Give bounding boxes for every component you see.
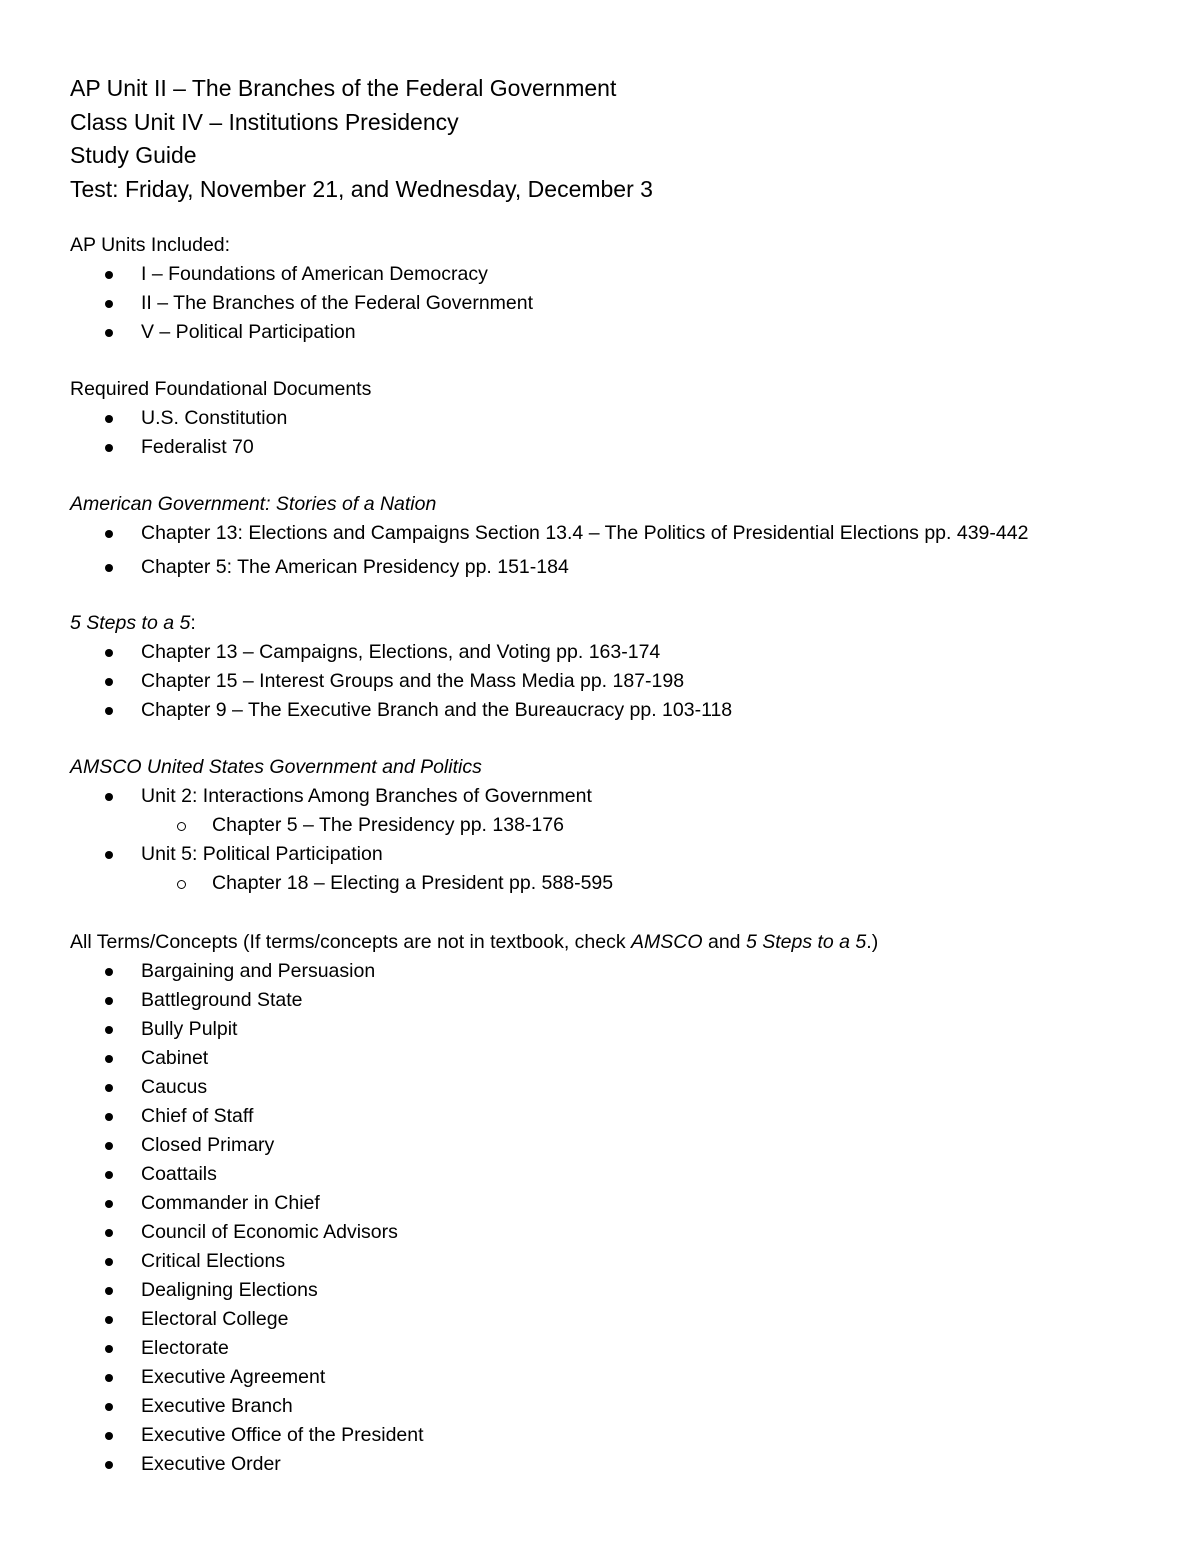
bullet-icon [105, 530, 113, 538]
list-item: U.S. Constitution [70, 404, 371, 433]
sub-list-item: Chapter 5 – The Presidency pp. 138-176 [141, 811, 613, 840]
sub-list-item: Chapter 18 – Electing a President pp. 588-595 [141, 869, 613, 898]
bullet-icon [105, 1200, 113, 1208]
bullet-icon [105, 997, 113, 1005]
list-item: Unit 2: Interactions Among Branches of Government [70, 782, 613, 811]
bullet-icon [105, 678, 113, 686]
terms-list [70, 957, 878, 1479]
terms-section [70, 928, 878, 1479]
list-item: Chapter 13: Elections and Campaigns Section 13.4 – The Politics of Presidential Elections pp. 439-442 [70, 519, 1028, 548]
guide-title: Study Guide [70, 142, 197, 168]
list-item: Federalist 70 [70, 433, 371, 462]
bullet-icon [105, 415, 113, 423]
term-list-item: Critical Elections [70, 1247, 878, 1276]
list-item: Chapter 9 – The Executive Branch and the Bureaucracy pp. 103-118 [70, 696, 732, 725]
list-item: I – Foundations of American Democracy [70, 260, 533, 289]
ap-units-section [70, 231, 533, 347]
bullet-icon [105, 1432, 113, 1440]
five-steps-section [70, 609, 732, 725]
foundational-docs-section [70, 375, 371, 462]
five-steps-heading: 5 Steps to a 5: [70, 612, 196, 634]
foundational-docs-heading: Required Foundational Documents [70, 378, 372, 400]
term-list-item: Commander in Chief [70, 1189, 878, 1218]
term-list-item: Executive Branch [70, 1392, 878, 1421]
term-list-item: Battleground State [70, 986, 878, 1015]
bullet-icon [105, 564, 113, 572]
amsco-heading: AMSCO United States Government and Politics [70, 756, 482, 778]
bullet-icon [105, 444, 113, 452]
term-list-item: Caucus [70, 1073, 878, 1102]
class-unit-title: Class Unit IV – Institutions Presidency [70, 108, 459, 135]
american-government-section [70, 490, 1028, 587]
bullet-icon [105, 1403, 113, 1411]
terms-heading: All Terms/Concepts (If terms/concepts are not in textbook, check AMSCO and 5 Steps to a 5.) [70, 931, 879, 953]
list-item: Chapter 15 – Interest Groups and the Mass Media pp. 187-198 [70, 667, 732, 696]
ap-units-heading: AP Units Included: [70, 234, 231, 256]
amsco-section [70, 753, 613, 898]
bullet-icon [105, 271, 113, 279]
bullet-icon [105, 300, 113, 308]
bullet-icon [105, 1316, 113, 1324]
term-list-item: Executive Office of the President [70, 1421, 878, 1450]
term-list-item: Bully Pulpit [70, 1015, 878, 1044]
bullet-icon [105, 1461, 113, 1469]
list-item: V – Political Participation [70, 318, 533, 347]
bullet-icon [105, 1113, 113, 1121]
bullet-icon [105, 1229, 113, 1237]
term-list-item: Council of Economic Advisors [70, 1218, 878, 1247]
bullet-icon [105, 1142, 113, 1150]
bullet-icon [105, 1258, 113, 1266]
hollow-bullet-icon [177, 880, 186, 889]
bullet-icon [105, 1374, 113, 1382]
american-government-heading: American Government: Stories of a Nation [70, 493, 437, 515]
term-list-item: Executive Agreement [70, 1363, 878, 1392]
bullet-icon [105, 1171, 113, 1179]
bullet-icon [105, 1055, 113, 1063]
list-item: Chapter 5: The American Presidency pp. 151-184 [70, 553, 1028, 582]
hollow-bullet-icon [177, 822, 186, 831]
bullet-icon [105, 968, 113, 976]
bullet-icon [105, 1084, 113, 1092]
bullet-icon [105, 707, 113, 715]
bullet-icon [105, 649, 113, 657]
bullet-icon [105, 329, 113, 337]
bullet-icon [105, 851, 113, 859]
test-dates: Test: Friday, November 21, and Wednesday, December 3 [70, 175, 653, 202]
term-list-item: Coattails [70, 1160, 878, 1189]
term-list-item: Cabinet [70, 1044, 878, 1073]
bullet-icon [105, 1345, 113, 1353]
term-list-item: Chief of Staff [70, 1102, 878, 1131]
bullet-icon [105, 1026, 113, 1034]
term-list-item: Dealigning Elections [70, 1276, 878, 1305]
list-item: Unit 5: Political Participation [70, 840, 613, 869]
term-list-item: Closed Primary [70, 1131, 878, 1160]
list-item: II – The Branches of the Federal Government [70, 289, 533, 318]
document-header [70, 72, 653, 206]
term-list-item: Electorate [70, 1334, 878, 1363]
term-list-item: Executive Order [70, 1450, 878, 1479]
bullet-icon [105, 793, 113, 801]
unit-title: AP Unit II – The Branches of the Federal Government [70, 75, 617, 101]
bullet-icon [105, 1287, 113, 1295]
list-item: Chapter 13 – Campaigns, Elections, and Voting pp. 163-174 [70, 638, 732, 667]
term-list-item: Bargaining and Persuasion [70, 957, 878, 986]
term-list-item: Electoral College [70, 1305, 878, 1334]
